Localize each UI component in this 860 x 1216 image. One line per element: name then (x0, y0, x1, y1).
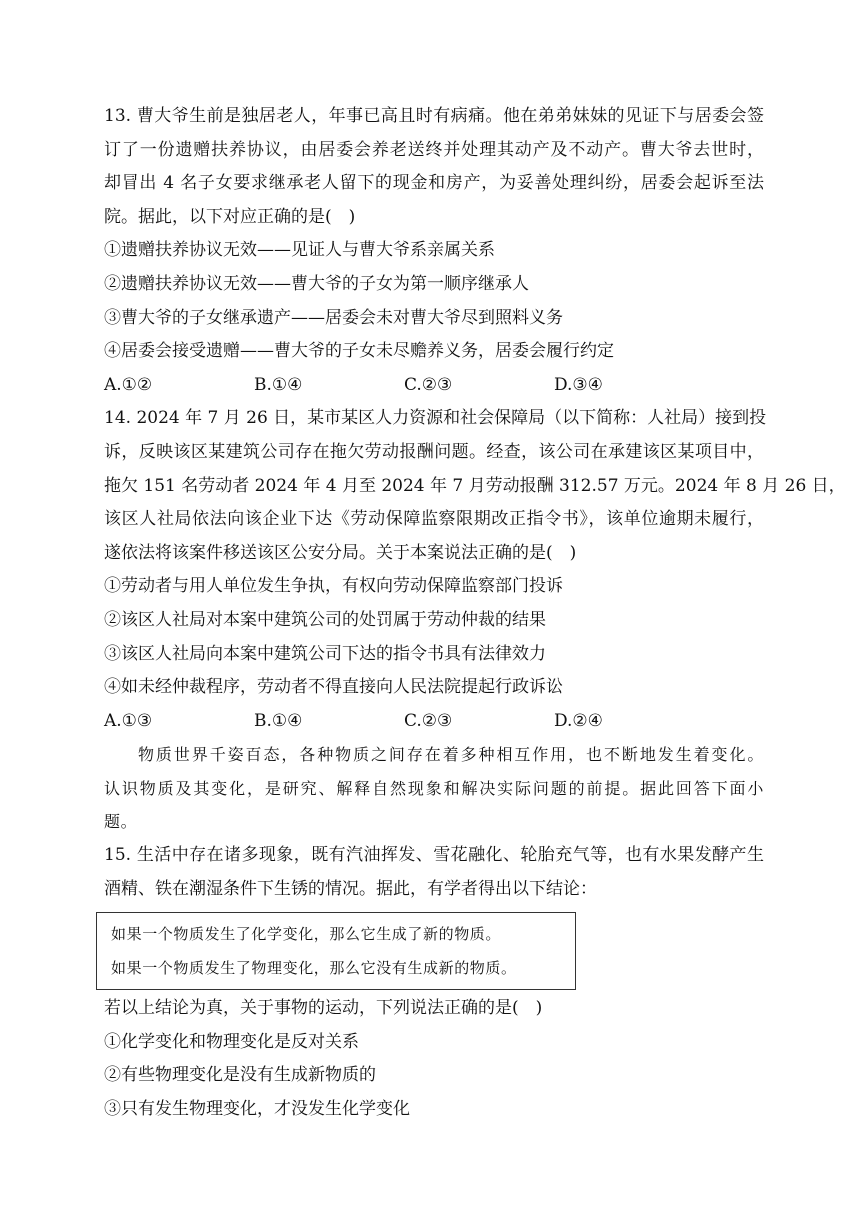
question-13-option: ③曹大爷的子女继承遗产——居委会未对曹大爷尽到照料义务 (104, 307, 563, 328)
choice-b[interactable]: B.①④ (254, 710, 303, 731)
question-14-option: ④如未经仲裁程序，劳动者不得直接向人民法院提起行政诉讼 (104, 677, 563, 698)
conclusion-line: 如果一个物质发生了物理变化，那么它没有生成新的物质。 (111, 959, 517, 978)
question-13-option: ④居委会接受遗赠——曹大爷的子女未尽赡养义务，居委会履行约定 (104, 341, 614, 362)
reading-material (104, 738, 764, 839)
question-14-stem-line: 诉，反映该区某建筑公司存在拖欠劳动报酬问题。经查，该公司在承建该区某项目中， (104, 441, 764, 462)
question-15 (104, 839, 764, 1127)
question-15-stem-line: 酒精、铁在潮湿条件下生锈的情况。据此，有学者得出以下结论： (104, 878, 597, 899)
material-line: 物质世界千姿百态，各种物质之间存在着多种相互作用，也不断地发生着变化。 (138, 745, 764, 765)
question-14-stem-line: 遂依法将该案件移送该区公安分局。关于本案说法正确的是( ) (104, 542, 577, 563)
question-13-choices (104, 369, 764, 403)
question-14-stem-line: 拖欠 151 名劳动者 2024 年 4 月至 2024 年 7 月劳动报酬 312.57 万元。2024 年 8 月 26 日， (104, 475, 846, 496)
question-15-option: ①化学变化和物理变化是反对关系 (104, 1031, 359, 1052)
material-line: 认识物质及其变化，是研究、解释自然现象和解决实际问题的前提。据此回答下面小 (104, 778, 764, 798)
question-14-choices (104, 705, 764, 739)
choice-a[interactable]: A.①③ (104, 710, 153, 731)
question-13-stem-line: 院。据此，以下对应正确的是( ) (104, 206, 356, 227)
question-14-option: ③该区人社局向本案中建筑公司下达的指令书具有法律效力 (104, 643, 546, 664)
choice-a[interactable]: A.①② (104, 374, 153, 395)
question-13-stem-line: 13. 曹大爷生前是独居老人，年事已高且时有病痛。他在弟弟妹妹的见证下与居委会签 (104, 106, 764, 126)
question-14-stem-line: 14. 2024 年 7 月 26 日，某市某区人力资源和社会保障局（以下简称：人社局）接到投 (104, 408, 767, 429)
material-line: 题。 (104, 812, 138, 832)
question-15-stem-line: 15. 生活中存在诸多现象，既有汽油挥发、雪花融化、轮胎充气等，也有水果发酵产生 (104, 845, 764, 866)
question-13-option: ②遗赠扶养协议无效——曹大爷的子女为第一顺序继承人 (104, 273, 529, 294)
choice-c[interactable]: C.②③ (404, 374, 453, 395)
choice-b[interactable]: B.①④ (254, 374, 303, 395)
question-15-option: ③只有发生物理变化，才没发生化学变化 (104, 1099, 410, 1120)
question-15-prompt: 若以上结论为真，关于事物的运动，下列说法正确的是( ) (104, 998, 543, 1019)
question-13-stem-line: 订了一份遗赠扶养协议，由居委会养老送终并处理其动产及不动产。曹大爷去世时， (104, 139, 764, 160)
question-13 (104, 100, 764, 402)
choice-c[interactable]: C.②③ (404, 710, 453, 731)
question-13-stem-line: 却冒出 4 名子女要求继承老人留下的现金和房产，为妥善处理纠纷，居委会起诉至法 (104, 173, 764, 194)
conclusion-line: 如果一个物质发生了化学变化，那么它生成了新的物质。 (111, 925, 502, 944)
conclusion-box (96, 912, 576, 990)
question-13-option: ①遗赠扶养协议无效——见证人与曹大爷系亲属关系 (104, 240, 495, 261)
question-14-option: ①劳动者与用人单位发生争执，有权向劳动保障监察部门投诉 (104, 576, 563, 597)
question-14-option: ②该区人社局对本案中建筑公司的处罚属于劳动仲裁的结果 (104, 609, 546, 630)
question-14 (104, 402, 846, 738)
choice-d[interactable]: D.③④ (554, 374, 603, 395)
question-15-option: ②有些物理变化是没有生成新物质的 (104, 1065, 376, 1086)
choice-d[interactable]: D.②④ (554, 710, 603, 731)
question-14-stem-line: 该区人社局依法向该企业下达《劳动保障监察限期改正指令书》，该单位逾期未履行， (104, 509, 764, 530)
exam-page (104, 100, 846, 1127)
